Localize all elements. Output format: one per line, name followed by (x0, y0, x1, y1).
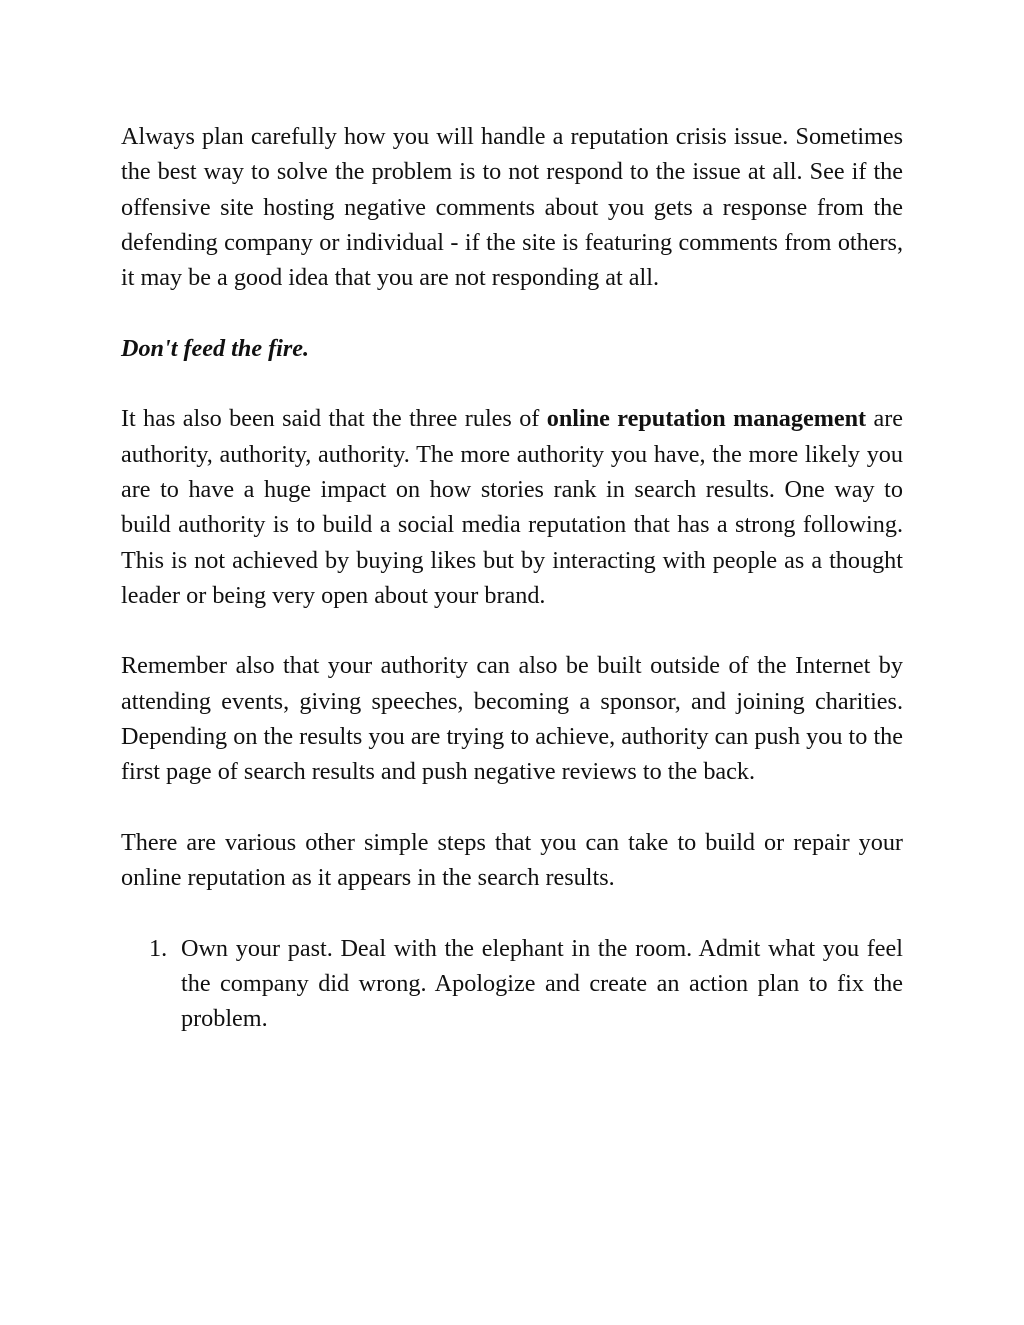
paragraph-text-end: are authority, authority, authority. The more authority you have, the more likely you are to have a huge impact on how stories rank in search results. One way to build authority is to build a social media reputation that has a strong following. This is not achieved by buying likes but by interacting with people as a thought leader or being very open about your brand. (121, 405, 903, 609)
bold-term-online-reputation-management: online reputation management (546, 405, 867, 433)
paragraph-crisis-planning: Always plan carefully how you will handle a reputation crisis issue. Sometimes the best way to solve the problem is to not respond to the issue at all. See if the offensive site hosting negative comments about you gets a response from the defending company or individual - if the site is featuring comments from others, it may be a good idea that you are not responding at all. (121, 123, 903, 292)
list-item-text: Own your past. Deal with the elephant in the room. Admit what you feel the company did wrong. Apologize and create an action plan to fix the problem. (181, 934, 903, 1033)
paragraph-offline-authority: Remember also that your authority can also be built outside of the Internet by attending events, giving speeches, becoming a sponsor, and joining charities. Depending on the results you are trying to achieve, authority can push you to the first page of search results and push negative reviews to the back. (121, 652, 903, 786)
subheading-dont-feed-fire: Don't feed the fire. (121, 334, 310, 362)
numbered-list (121, 931, 903, 1037)
list-item-number: 1. (149, 934, 168, 962)
paragraph-authority-rules (121, 401, 903, 613)
paragraph-simple-steps: There are various other simple steps that you can take to build or repair your online reputation as it appears in the search results. (121, 828, 903, 892)
document-page (121, 119, 903, 1037)
list-item (121, 931, 903, 1037)
paragraph-text-start: It has also been said that the three rules of (121, 405, 547, 433)
